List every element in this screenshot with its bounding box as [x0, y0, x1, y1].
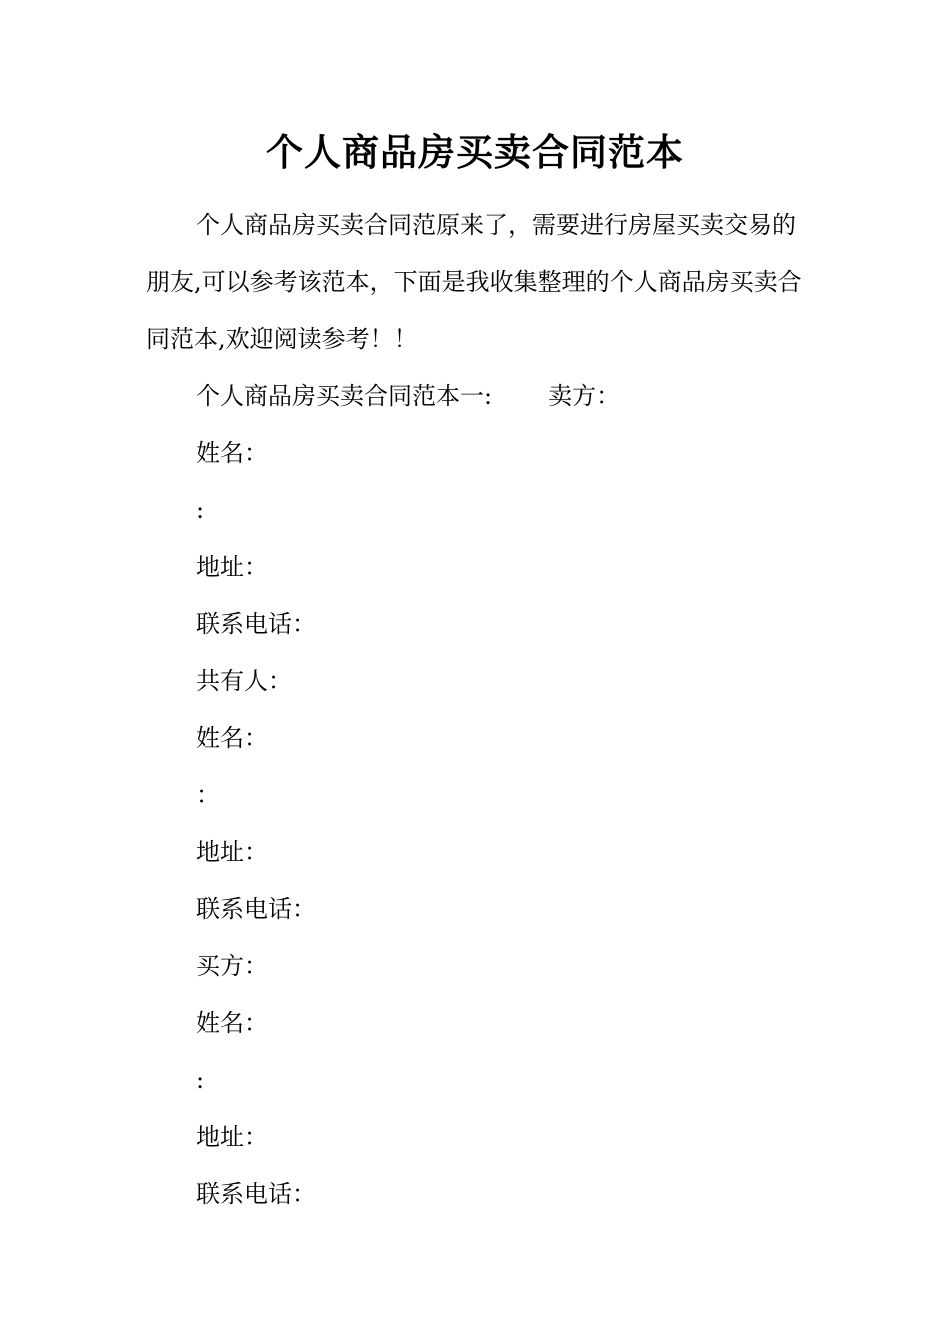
intro-paragraph: [146, 197, 808, 368]
seller-address-label: 地址：: [196, 553, 268, 581]
intro-line-1: 个人商品房买卖合同范原来了，需要进行房屋买卖交: [196, 211, 748, 239]
buyer-phone-label: 联系电话：: [196, 1180, 316, 1208]
seller-name-label: 姓名：: [196, 439, 268, 467]
document-title: 个人商品房买卖合同范本: [266, 130, 684, 174]
co-owner-name-label: 姓名：: [196, 724, 268, 752]
section-heading: 个人商品房买卖合同范本一:: [196, 382, 493, 410]
section-heading-line: [196, 380, 620, 412]
buyer-name-label: 姓名：: [196, 1009, 268, 1037]
co-owner-address-label: 地址：: [196, 838, 268, 866]
intro-line-2: 易的朋友,可以参考该范本，下面是我收集整理的个人商品: [146, 211, 796, 296]
co-owner-heading: 共有人：: [196, 667, 292, 695]
buyer-id-label: :: [196, 1066, 205, 1094]
buyer-address-label: 地址：: [196, 1123, 268, 1151]
seller-heading: 卖方：: [548, 382, 621, 410]
co-owner-id-label: ：: [196, 781, 220, 809]
intro-line-3: 房买卖合同范本,欢迎阅读参考！！: [146, 268, 802, 353]
buyer-heading: 买方：: [196, 952, 268, 980]
co-owner-phone-label: 联系电话：: [196, 895, 316, 923]
seller-id-label: :: [196, 496, 205, 524]
seller-phone-label: 联系电话：: [196, 610, 316, 638]
